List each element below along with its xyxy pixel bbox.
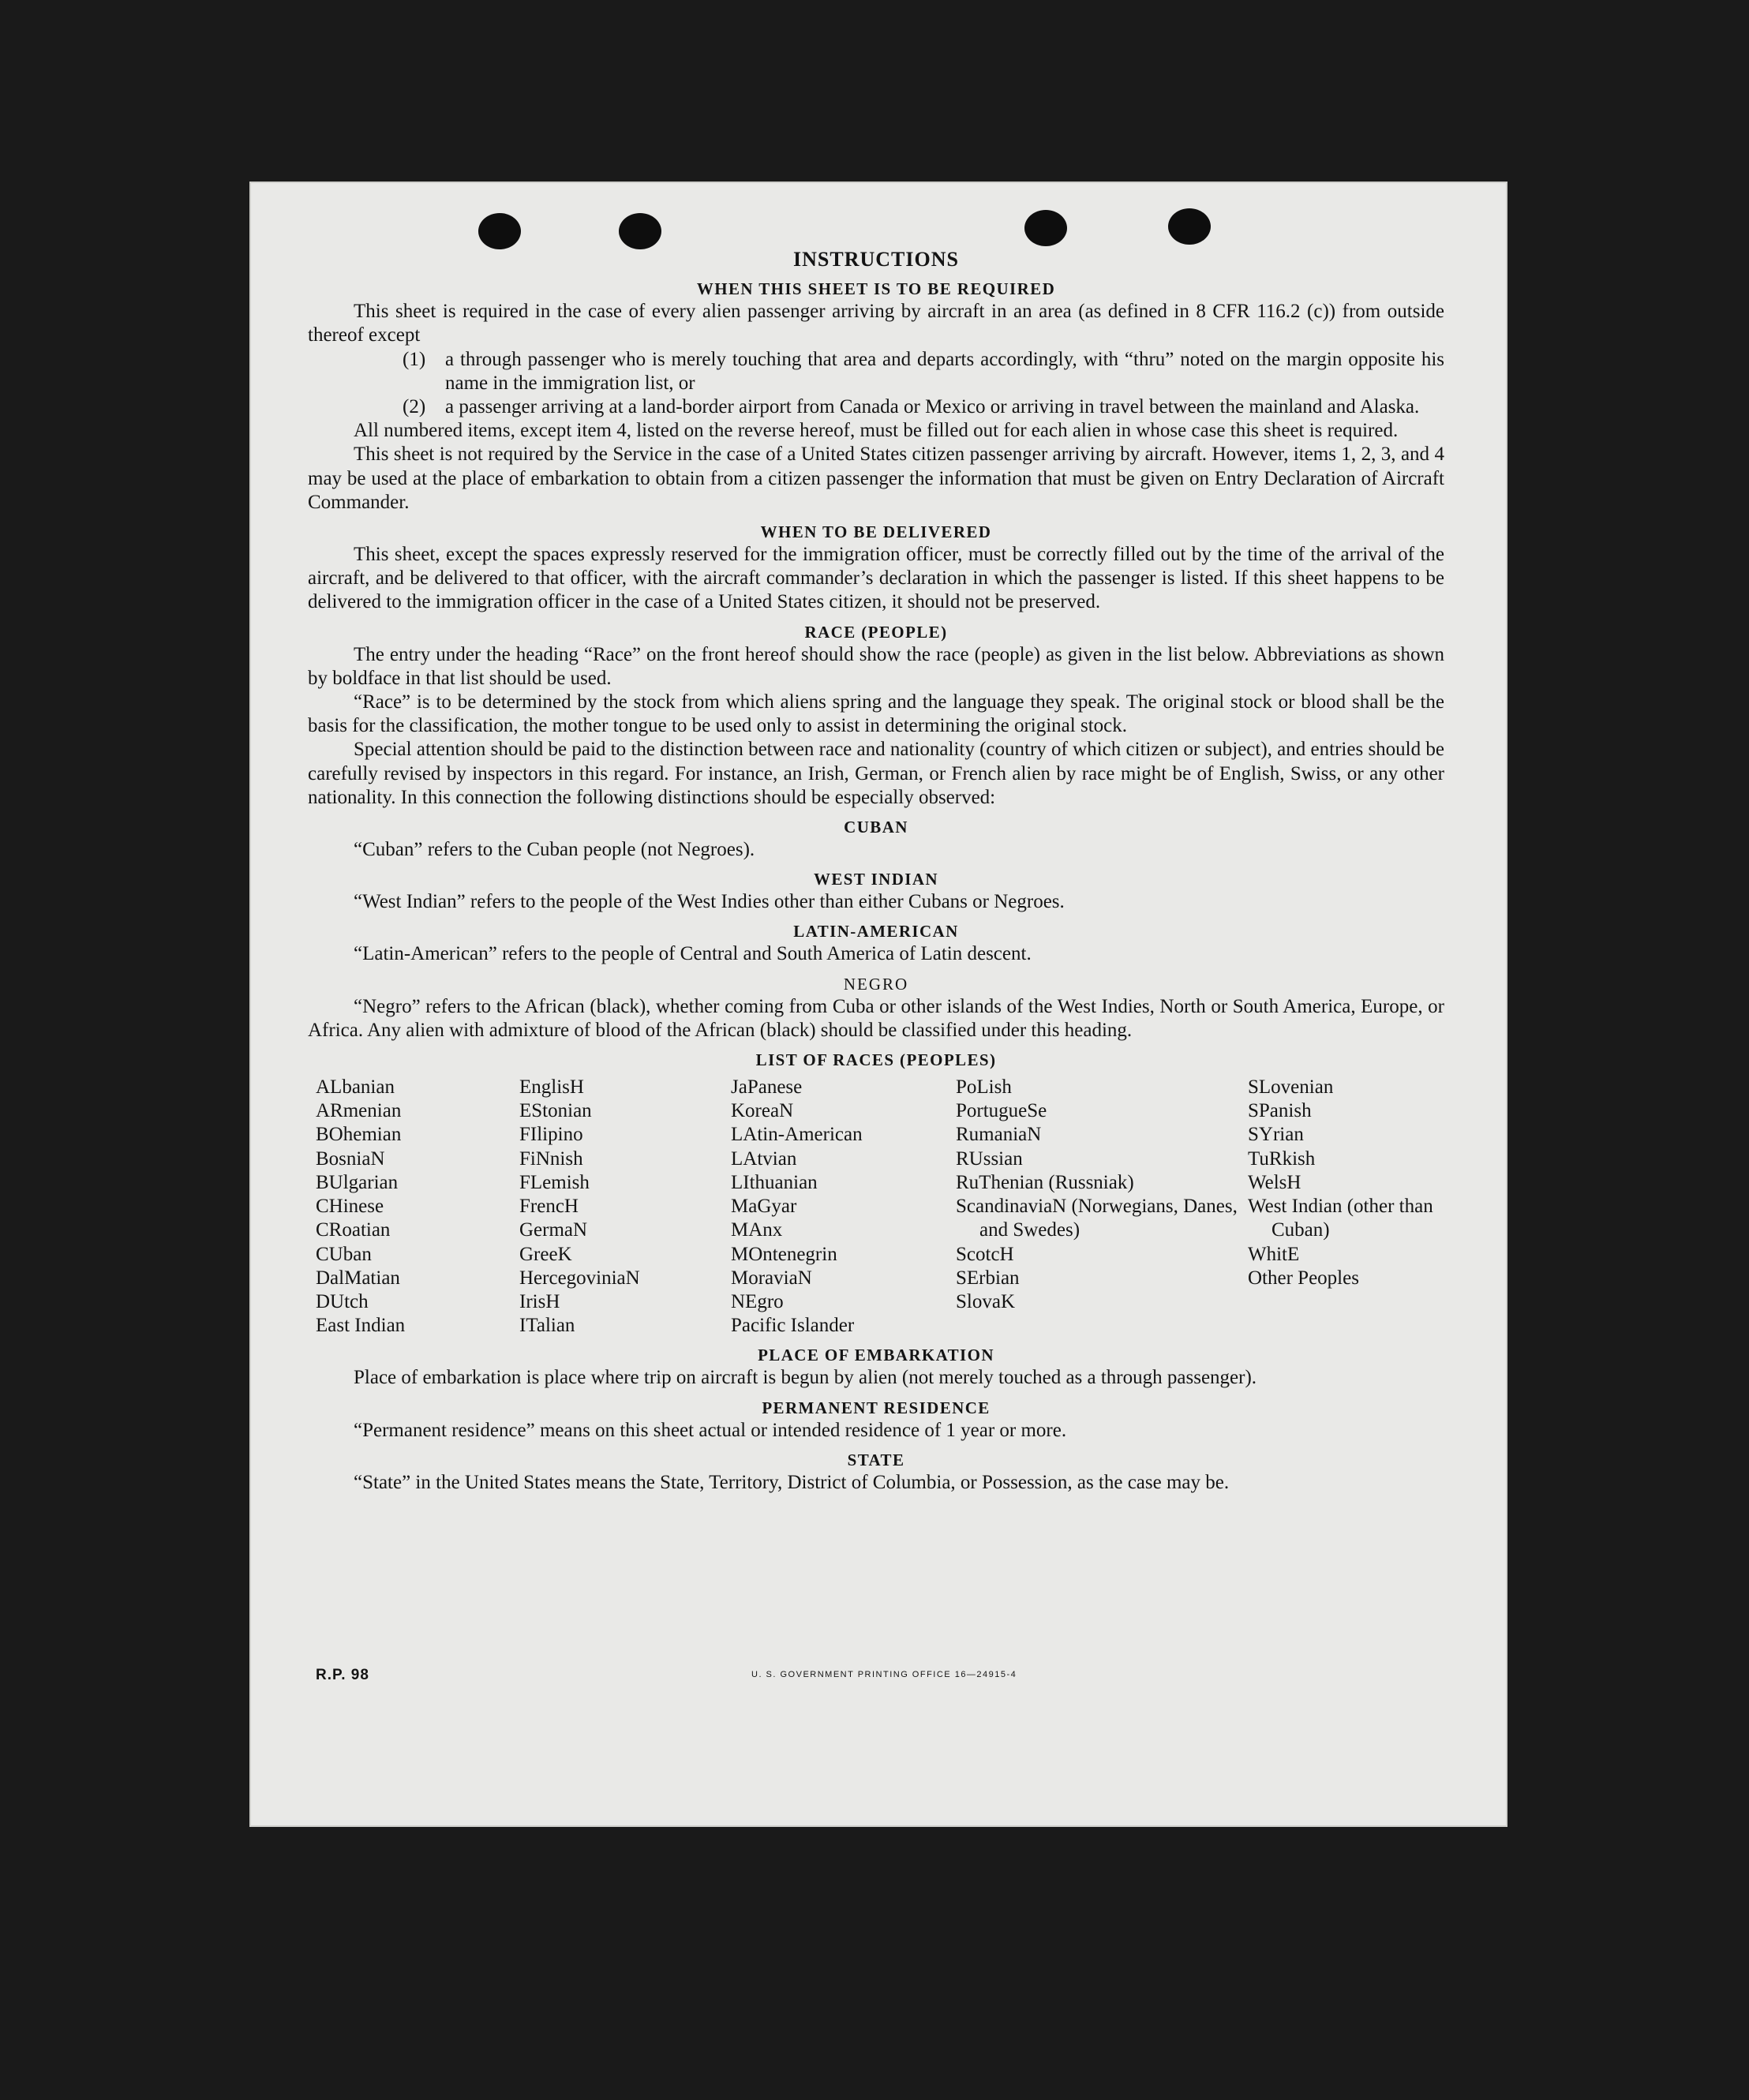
list-item [308, 348, 1444, 395]
races-column [316, 1076, 519, 1338]
item-number: (1) [403, 348, 426, 370]
paragraph: Place of embarkation is place where trip on aircraft is begun by alien (not merely touched as a through passenger). [354, 1367, 1257, 1389]
race-entry: MoraviaN [731, 1267, 812, 1289]
race-entry: CUban [316, 1243, 372, 1265]
race-entry: MAnx [731, 1219, 783, 1241]
race-entry: LIthuanian [731, 1171, 818, 1193]
race-entry: DUtch [316, 1290, 369, 1312]
race-entry: ARmenian [316, 1100, 402, 1122]
race-entry: BUlgarian [316, 1171, 399, 1193]
paragraph: Special attention should be paid to the distinction between race and nationality (country of which citizen or subject), and entries should be carefully revised by inspectors in this regard. For instance, an Irish, German, or French alien by race might be of English, Swiss, or any other nationality. In this connection the following distinctions should be especially observed: [308, 739, 1444, 808]
heading-permanent-residence: PERMANENT RESIDENCE [762, 1398, 991, 1417]
paragraph: “West Indian” refers to the people of the West Indies other than either Cubans or Negroes. [354, 891, 1065, 913]
race-entry: Other Peoples [1248, 1267, 1359, 1289]
race-entry: HercegoviniaN [519, 1267, 640, 1289]
list-item [308, 395, 1444, 419]
paragraph: “Race” is to be determined by the stock from which aliens spring and the language they speak. The original stock or blood shall be the basis for the classification, the mother tongue to be used only to assist in determining the original stock. [308, 691, 1444, 737]
race-entry: RuThenian (Russniak) [956, 1171, 1134, 1193]
race-entry: PortugueSe [956, 1100, 1047, 1122]
race-entry: CRoatian [316, 1219, 391, 1241]
race-entry: FrencH [519, 1196, 579, 1218]
race-entry: TuRkish [1248, 1147, 1316, 1170]
race-entry: ITalian [519, 1315, 575, 1337]
race-entry: GermaN [519, 1219, 588, 1241]
race-entry: FIlipino [519, 1124, 583, 1146]
race-entry: SlovaK [956, 1290, 1015, 1312]
paragraph: “Permanent residence” means on this sheet actual or intended residence of 1 year or more. [354, 1419, 1067, 1441]
heading-when-required: WHEN THIS SHEET IS TO BE REQUIRED [696, 279, 1056, 299]
race-entry: Pacific Islander [731, 1315, 855, 1337]
paragraph: “Latin-American” refers to the people of Central and South America of Latin descent. [354, 943, 1032, 965]
race-entry: ALbanian [316, 1076, 395, 1099]
race-entry: LAtvian [731, 1147, 797, 1170]
heading-place-of-embarkation: PLACE OF EMBARKATION [758, 1346, 994, 1365]
race-entry: SPanish [1248, 1100, 1312, 1122]
heading-when-delivered: WHEN TO BE DELIVERED [760, 522, 992, 542]
paragraph: “Cuban” refers to the Cuban people (not Negroes). [354, 839, 755, 861]
race-entry: MaGyar [731, 1196, 797, 1218]
race-entry: ScotcH [956, 1243, 1014, 1265]
races-column [1248, 1076, 1452, 1338]
race-entry: FiNnish [519, 1147, 583, 1170]
race-entry: SErbian [956, 1267, 1020, 1289]
heading-negro: NEGRO [843, 974, 909, 994]
heading-latin-american: LATIN-AMERICAN [793, 922, 959, 941]
races-column [731, 1076, 956, 1338]
race-entry: MOntenegrin [731, 1243, 837, 1265]
race-entry: DalMatian [316, 1267, 400, 1289]
heading-list-of-races: LIST OF RACES (PEOPLES) [755, 1050, 997, 1070]
race-entry: LAtin-American [731, 1124, 863, 1146]
heading-cuban: CUBAN [844, 818, 908, 837]
race-entry: WelsH [1248, 1171, 1301, 1193]
paragraph: This sheet is required in the case of every alien passenger arriving by aircraft in an area (as defined in 8 CFR 116.2 (c)) from outside thereof except [308, 301, 1444, 346]
item-text: a passenger arriving at a land-border airport from Canada or Mexico or arriving in travel between the mainland and Alaska. [445, 396, 1420, 418]
race-entry: EStonian [519, 1100, 592, 1122]
race-entry: SYrian [1248, 1124, 1304, 1146]
printer-line: U. S. GOVERNMENT PRINTING OFFICE 16—24915-4 [751, 1670, 1017, 1679]
race-entry: RUssian [956, 1147, 1023, 1170]
paragraph: This sheet, except the spaces expressly reserved for the immigration officer, must be correctly filled out by the time of the arrival of the aircraft, and be delivered to that officer, with the aircraft commander’s declaration in which the passenger is listed. If this sheet happens to be delivered to the immigration officer in the case of a United States citizen, it should not be preserved. [308, 544, 1444, 613]
punch-hole [1168, 208, 1211, 245]
punch-hole [619, 213, 661, 249]
race-entry: NEgro [731, 1290, 784, 1312]
page-title: INSTRUCTIONS [793, 248, 959, 271]
heading-west-indian: WEST INDIAN [814, 870, 938, 889]
item-number: (2) [403, 396, 426, 418]
document-sheet [249, 182, 1507, 1827]
heading-race: RACE (PEOPLE) [804, 622, 948, 642]
punch-hole [478, 213, 521, 249]
race-entry: FLemish [519, 1171, 590, 1193]
paragraph: This sheet is not required by the Service in the case of a United States citizen passenger arriving by aircraft. However, items 1, 2, 3, and 4 may be used at the place of embarkation to obtain from a citizen passenger the information that must be given on Entry Declaration of Aircraft Commander. [308, 444, 1444, 513]
heading-state: STATE [847, 1450, 905, 1469]
race-entry: KoreaN [731, 1100, 794, 1122]
item-text: a through passenger who is merely touching that area and departs accordingly, with “thru” noted on the margin opposite his name in the immigration list, or [445, 348, 1444, 394]
instructions-body [308, 248, 1444, 1495]
paragraph: The entry under the heading “Race” on the front hereof should show the race (people) as given in the list below. Abbreviations as shown by boldface in that list should be used. [308, 643, 1444, 689]
paragraph: All numbered items, except item 4, listed on the reverse hereof, must be filled out for each alien in whose case this sheet is required. [354, 420, 1399, 442]
race-entry: IrisH [519, 1290, 560, 1312]
race-entry: EnglisH [519, 1076, 584, 1099]
race-entry: PoLish [956, 1076, 1012, 1099]
race-entry: East Indian [316, 1315, 406, 1337]
paragraph: “State” in the United States means the State, Territory, District of Columbia, or Possession, as the case may be. [354, 1471, 1230, 1493]
races-column [519, 1076, 731, 1338]
races-list [316, 1076, 1444, 1338]
race-entry: BosniaN [316, 1147, 385, 1170]
races-column [956, 1076, 1248, 1338]
race-entry: JaPanese [731, 1076, 803, 1099]
form-number: R.P. 98 [316, 1667, 369, 1683]
race-entry: SLovenian [1248, 1076, 1334, 1099]
race-entry: BOhemian [316, 1124, 402, 1146]
race-entry: CHinese [316, 1196, 384, 1218]
race-entry: WhitE [1248, 1243, 1300, 1265]
race-entry: ScandinaviaN (Norwegians, Danes, and Swedes) [956, 1196, 1238, 1241]
race-entry: GreeK [519, 1243, 572, 1265]
race-entry: West Indian (other than Cuban) [1248, 1196, 1433, 1241]
race-entry: RumaniaN [956, 1124, 1042, 1146]
paragraph: “Negro” refers to the African (black), whether coming from Cuba or other islands of the West Indies, North or South America, Europe, or Africa. Any alien with admixture of blood of the African (black) should be classified under this heading. [308, 995, 1444, 1041]
punch-hole [1024, 210, 1067, 246]
